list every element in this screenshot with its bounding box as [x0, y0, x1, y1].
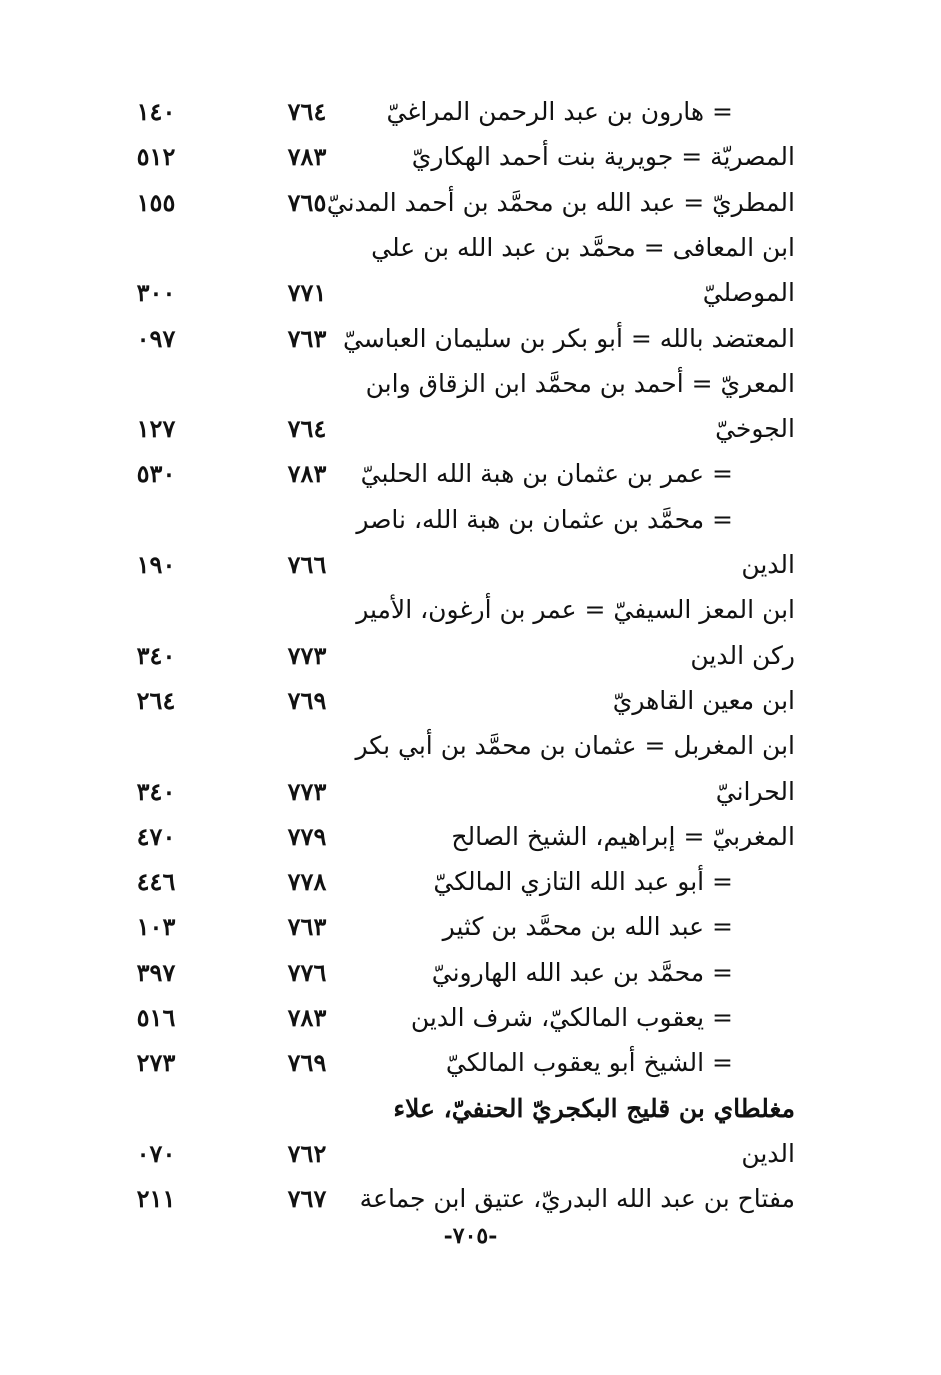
entry-name: المغربيّ = إبراهيم، الشيخ الصالح — [451, 822, 795, 851]
entry-name: الموصليّ — [702, 278, 795, 307]
entry-ref-number: ٣٩٧ — [136, 958, 176, 987]
index-entry — [0, 1043, 941, 1083]
entry-ref-number: ٢٦٤ — [136, 686, 176, 715]
entry-name: المطريّ = عبد الله بن محمَّد بن أحمد المدنيّ — [326, 188, 795, 217]
entry-ref-number: ٢٧٣ — [136, 1048, 176, 1077]
entry-name: المعتضد بالله = أبو بكر بن سليمان العباسيّ — [342, 324, 795, 353]
index-entry — [0, 319, 941, 359]
index-entry — [0, 92, 941, 132]
entry-name: الحرانيّ — [715, 777, 795, 806]
index-entry — [0, 590, 941, 630]
entry-ref-number: ١٩٠ — [136, 550, 176, 579]
entry-name: = محمَّد بن عبد الله الهارونيّ — [431, 958, 733, 987]
page-number: -٧٠٥- — [443, 1223, 498, 1249]
entry-name: = عمر بن عثمان بن هبة الله الحلبيّ — [360, 459, 733, 488]
entry-ref-number: ٣٤٠ — [136, 641, 176, 670]
entry-ref-number: ٣٤٠ — [136, 777, 176, 806]
entry-ref-number: ٤٤٦ — [136, 867, 176, 896]
entry-ref-number: ١٠٣ — [136, 912, 176, 941]
entry-name: = محمَّد بن عثمان بن هبة الله، ناصر — [356, 505, 733, 534]
entry-year: ٧٧٦ — [287, 958, 327, 987]
entry-year: ٧٨٣ — [287, 459, 327, 488]
entry-year: ٧٦٢ — [287, 1139, 327, 1168]
index-entry — [0, 273, 941, 313]
entry-year: ٧٦٦ — [287, 550, 327, 579]
entry-ref-number: ٥١٦ — [136, 1003, 176, 1032]
entry-name: ابن معين القاهريّ — [612, 686, 795, 715]
entry-year: ٧٧١ — [287, 278, 327, 307]
entry-name: المصريّة = جويرية بنت أحمد الهكاريّ — [411, 142, 795, 171]
entry-year: ٧٦٣ — [287, 324, 327, 353]
entry-name: مفتاح بن عبد الله البدريّ، عتيق ابن جماعة — [359, 1184, 795, 1213]
index-entry — [0, 454, 941, 494]
index-entry — [0, 681, 941, 721]
entry-year: ٧٦٧ — [287, 1184, 327, 1213]
index-entry — [0, 500, 941, 540]
index-entry — [0, 862, 941, 902]
entry-name: الجوخيّ — [715, 414, 795, 443]
index-entry — [0, 726, 941, 766]
index-entry — [0, 1179, 941, 1219]
index-entry — [0, 137, 941, 177]
entry-name: الدين — [741, 550, 795, 579]
entry-year: ٧٨٣ — [287, 1003, 327, 1032]
index-entry — [0, 409, 941, 449]
index-entry — [0, 817, 941, 857]
index-entry — [0, 998, 941, 1038]
entry-year: ٧٦٤ — [287, 97, 327, 126]
entry-year: ٧٦٩ — [287, 1048, 327, 1077]
index-entry — [0, 953, 941, 993]
entry-name: المعريّ = أحمد بن محمَّد ابن الزقاق وابن — [365, 369, 795, 398]
entry-name: = الشيخ أبو يعقوب المالكيّ — [445, 1048, 733, 1077]
entry-ref-number: ٥٣٠ — [136, 459, 176, 488]
entry-name: الدين — [741, 1139, 795, 1168]
entry-year: ٧٦٣ — [287, 912, 327, 941]
entry-name: مغلطاي بن قليج البكجريّ الحنفيّ، علاء — [393, 1094, 795, 1123]
entry-year: ٧٧٨ — [287, 867, 327, 896]
entry-ref-number: ١٥٥ — [136, 188, 176, 217]
entry-name: = هارون بن عبد الرحمن المراغيّ — [386, 97, 733, 126]
index-entry — [0, 545, 941, 585]
entry-ref-number: ٠٩٧ — [136, 324, 176, 353]
entry-year: ٧٧٣ — [287, 641, 327, 670]
index-entry — [0, 364, 941, 404]
entry-name: ركن الدين — [690, 641, 795, 670]
entry-year: ٧٦٩ — [287, 686, 327, 715]
entry-ref-number: ٣٠٠ — [136, 278, 176, 307]
entry-year: ٧٦٥ — [287, 188, 327, 217]
index-entry — [0, 183, 941, 223]
entry-ref-number: ١٤٠ — [136, 97, 176, 126]
entry-name: = يعقوب المالكيّ، شرف الدين — [410, 1003, 733, 1032]
entry-year: ٧٧٩ — [287, 822, 327, 851]
entry-ref-number: ٥١٢ — [136, 142, 176, 171]
index-entry — [0, 228, 941, 268]
entry-name: ابن المعافى = محمَّد بن عبد الله بن علي — [371, 233, 795, 262]
entry-ref-number: ١٢٧ — [136, 414, 176, 443]
entry-name: ابن المعز السيفيّ = عمر بن أرغون، الأمير — [356, 595, 795, 624]
index-entry — [0, 772, 941, 812]
index-entry — [0, 1089, 941, 1129]
entry-year: ٧٨٣ — [287, 142, 327, 171]
entry-ref-number: ٤٧٠ — [136, 822, 176, 851]
entry-ref-number: ٢١١ — [136, 1184, 176, 1213]
entry-year: ٧٧٣ — [287, 777, 327, 806]
entry-ref-number: ٠٧٠ — [136, 1139, 176, 1168]
index-entry — [0, 1134, 941, 1174]
entry-year: ٧٦٤ — [287, 414, 327, 443]
index-entry — [0, 907, 941, 947]
entry-name: = عبد الله بن محمَّد بن كثير — [442, 912, 733, 941]
entry-name: = أبو عبد الله التازي المالكيّ — [433, 867, 733, 896]
index-entry — [0, 636, 941, 676]
entry-name: ابن المغربل = عثمان بن محمَّد بن أبي بكر — [355, 731, 795, 760]
